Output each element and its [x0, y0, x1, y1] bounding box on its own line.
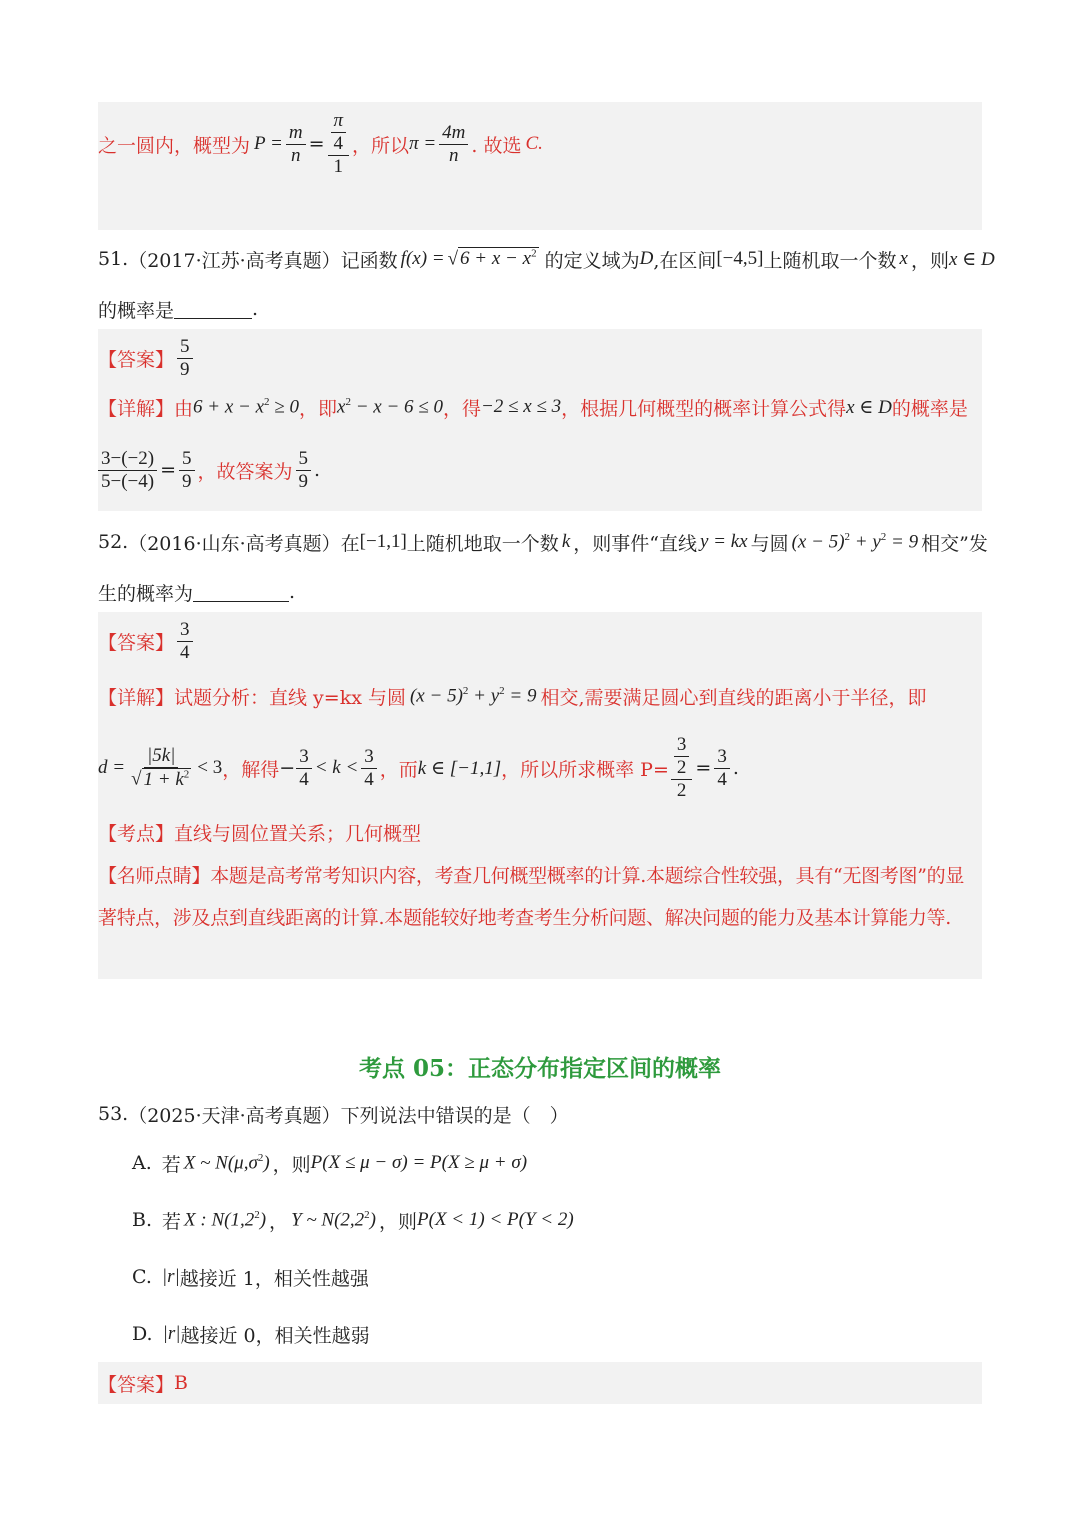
final-fraction: $\frac{5}{9}$: [296, 448, 312, 493]
q52-line2: [98, 578, 295, 606]
q51-text: 的概率是: [98, 299, 175, 322]
q51-end: .: [252, 298, 259, 320]
d-eq: d =: [98, 757, 126, 778]
q51-text: 的定义域为: [544, 249, 640, 272]
top-solution-line: [98, 112, 543, 176]
option-text: 越接近 0，相关性越弱: [180, 1324, 370, 1347]
q52-text: 在: [340, 532, 360, 555]
x-in-d: x ∈ D: [846, 396, 892, 418]
option-math: |r|: [161, 1266, 180, 1287]
eq-sign: =: [160, 459, 177, 481]
option-math: Y ~ $N(2,2^2)$: [291, 1208, 376, 1231]
option-label: B.: [132, 1209, 153, 1231]
q52-text: ，则事件“直线: [573, 532, 697, 555]
probability-fraction: $\frac{\frac{3}{2}}{2}$: [671, 734, 693, 802]
kaodian-text: 直线与圆位置关系；几何概型: [174, 822, 422, 845]
option-label: C.: [132, 1266, 152, 1288]
detail-label: 【详解】: [98, 686, 175, 709]
q52-detail-line2: [98, 732, 739, 804]
k-in-interval: k ∈ [−1,1]: [417, 757, 502, 779]
q51-domain: D: [639, 248, 654, 269]
result-fraction: $\frac{3}{4}$: [714, 746, 730, 791]
q53-option-a: [132, 1148, 527, 1178]
q51-sqrt: √ $6 + x - x^2$: [447, 247, 537, 270]
q53-option-d: [132, 1319, 370, 1349]
option-math: X : $N(1,2^2)$: [184, 1208, 267, 1231]
detail-text: ，解得: [222, 758, 280, 781]
distance-fraction: $\frac{|5k|}{√ 1 + k^2}$: [131, 745, 190, 790]
q52-source: （2016·山东·高考真题）: [128, 532, 341, 555]
eq-sign: =: [308, 133, 325, 155]
detail-text: ，即: [298, 397, 337, 420]
q52-line-eq: y = kx: [699, 531, 748, 552]
q53-answer: [98, 1369, 188, 1397]
q53-option-b: [132, 1205, 574, 1235]
top-text-prefix: 之一圆内，概型为: [98, 134, 251, 157]
detail-text: ，故答案为: [197, 460, 293, 483]
q52-kaodian: [98, 818, 421, 846]
q53-line1: [98, 1099, 569, 1129]
m-over-n: $\frac{m}{n}$: [286, 122, 306, 167]
detail-text: 相交,需要满足圆心到直线的距离小于半径，即: [540, 686, 927, 709]
mingshi-label: 【名师点睛】: [98, 864, 211, 887]
detail-text: 由: [174, 397, 194, 420]
q52-mingshi-line2: [98, 902, 951, 930]
p-eq: P =: [254, 133, 283, 154]
answer-fraction: $\frac{5}{9}$: [177, 336, 193, 381]
option-text: ，则: [379, 1210, 418, 1233]
q51-detail-line1: [98, 393, 968, 421]
q52-end: .: [289, 581, 296, 603]
q51-text: 记函数: [340, 249, 398, 272]
mingshi-text: 著特点，涉及点到直线距离的计算.本题能较好地考查考生分析问题、解决问题的能力及基本计算能力等.: [98, 906, 951, 929]
kaodian-label: 【考点】: [98, 822, 175, 845]
q51-line2: [98, 295, 258, 323]
answer-blank: [193, 583, 289, 602]
top-text-middle: ，所以: [352, 134, 410, 157]
q52-number: 52.: [98, 531, 129, 553]
q51-answer: [98, 334, 196, 382]
lt-3: < 3: [197, 757, 223, 778]
option-text: ，: [269, 1210, 289, 1233]
q53-option-c: [132, 1262, 369, 1292]
bound-fraction: $\frac{3}{4}$: [296, 746, 312, 791]
circle-eq: $(x - 5)^2 + y^2 = 9$: [409, 684, 537, 707]
result-fraction: $\frac{5}{9}$: [179, 448, 195, 493]
q51-source: （2017·江苏·高考真题）: [128, 249, 341, 272]
answer-label: 【答案】: [98, 631, 175, 654]
detail-text: ，根据几何概型的概率计算公式得: [561, 397, 847, 420]
q51-line1: [98, 244, 995, 274]
top-text-suffix: . 故选: [471, 134, 522, 157]
option-math: P(X < 1) < P(Y < 2): [417, 1209, 574, 1230]
option-text: 若: [162, 1210, 182, 1233]
4m-over-n: $\frac{4m}{n}$: [439, 122, 468, 167]
q53-source: （2025·天津·高考真题）: [128, 1104, 341, 1127]
bound-fraction: $\frac{3}{4}$: [361, 746, 377, 791]
option-math: X ~ $N(\mu,\sigma^2)$: [183, 1151, 270, 1174]
q52-text: 上随机地取一个数: [406, 532, 559, 555]
q51-detail-line2: [98, 443, 320, 497]
q51-number: 51.: [98, 248, 129, 270]
answer-value: B: [174, 1372, 188, 1394]
q52-detail-line1: [98, 682, 927, 710]
mingshi-text: 本题是高考常考知识内容，考查几何概型概率的计算.本题综合性较强，具有“无图考图”的显: [210, 864, 965, 887]
period: .: [732, 757, 739, 779]
q51-interval: [−4,5]: [716, 248, 764, 269]
option-text: 若: [161, 1153, 181, 1176]
answer-fraction: $\frac{3}{4}$: [177, 619, 193, 664]
q51-text: ,在区间: [653, 249, 717, 272]
detail-text: 试题分析：直线 y=kx 与圆: [174, 686, 406, 709]
q52-mingshi-line1: [98, 860, 964, 888]
ineq3: −2 ≤ x ≤ 3: [480, 396, 562, 417]
q52-k: k: [561, 531, 571, 552]
q52-text: 生的概率为: [98, 582, 194, 605]
q51-text: ，则: [910, 249, 949, 272]
option-text: ，则: [272, 1153, 311, 1176]
ineq2: $x^2 - x - 6 \le 0$: [337, 395, 443, 418]
q51-func: f(x) =: [400, 248, 445, 269]
eq-sign: =: [695, 757, 712, 779]
q52-line1: [98, 527, 988, 557]
detail-text: ，而: [379, 758, 418, 781]
answer-label: 【答案】: [98, 348, 175, 371]
neg-sign: −: [279, 757, 296, 779]
detail-text: ，所以所求概率 P=: [501, 758, 669, 781]
q53-number: 53.: [98, 1103, 129, 1125]
q52-text: 相交”发: [921, 532, 988, 555]
q51-x: x: [899, 248, 908, 269]
detail-text: ，得: [442, 397, 481, 420]
option-text: 越接近 1，相关性越强: [179, 1267, 369, 1290]
calc-fraction: $\frac{3-(-2)}{5-(-4)}$: [98, 448, 157, 493]
q52-answer: [98, 617, 196, 665]
option-math: P(X ≤ μ − σ) = P(X ≥ μ + σ): [310, 1152, 528, 1173]
answer-blank: [174, 300, 252, 319]
detail-label: 【详解】: [98, 397, 175, 420]
answer-label: 【答案】: [98, 1373, 175, 1396]
q53-text: 下列说法中错误的是（ ）: [340, 1104, 569, 1127]
option-label: A.: [132, 1152, 152, 1174]
section-title: 考点 05：正态分布指定区间的概率: [358, 1055, 721, 1082]
option-label: D.: [132, 1323, 153, 1345]
pi-eq: π =: [409, 133, 437, 154]
ineq1: $6 + x - x^2 \ge 0$: [193, 395, 299, 418]
q52-circle-eq: $(x - 5)^2 + y^2 = 9$: [791, 530, 919, 553]
q51-text: 上随机取一个数: [763, 249, 897, 272]
pi4-over-1: $\frac{\frac{\pi}{4}}{1}$: [328, 110, 350, 178]
period: .: [314, 459, 321, 481]
k-range: < k <: [314, 757, 359, 778]
choice-c: C.: [525, 133, 543, 154]
q51-x-in-d: x ∈ D: [948, 248, 995, 270]
option-math: |r|: [162, 1323, 181, 1344]
detail-text: 的概率是: [891, 397, 968, 420]
solution-box-53: [98, 1362, 982, 1404]
q52-text: 与圆: [750, 532, 789, 555]
q52-interval: [−1,1]: [359, 531, 407, 552]
